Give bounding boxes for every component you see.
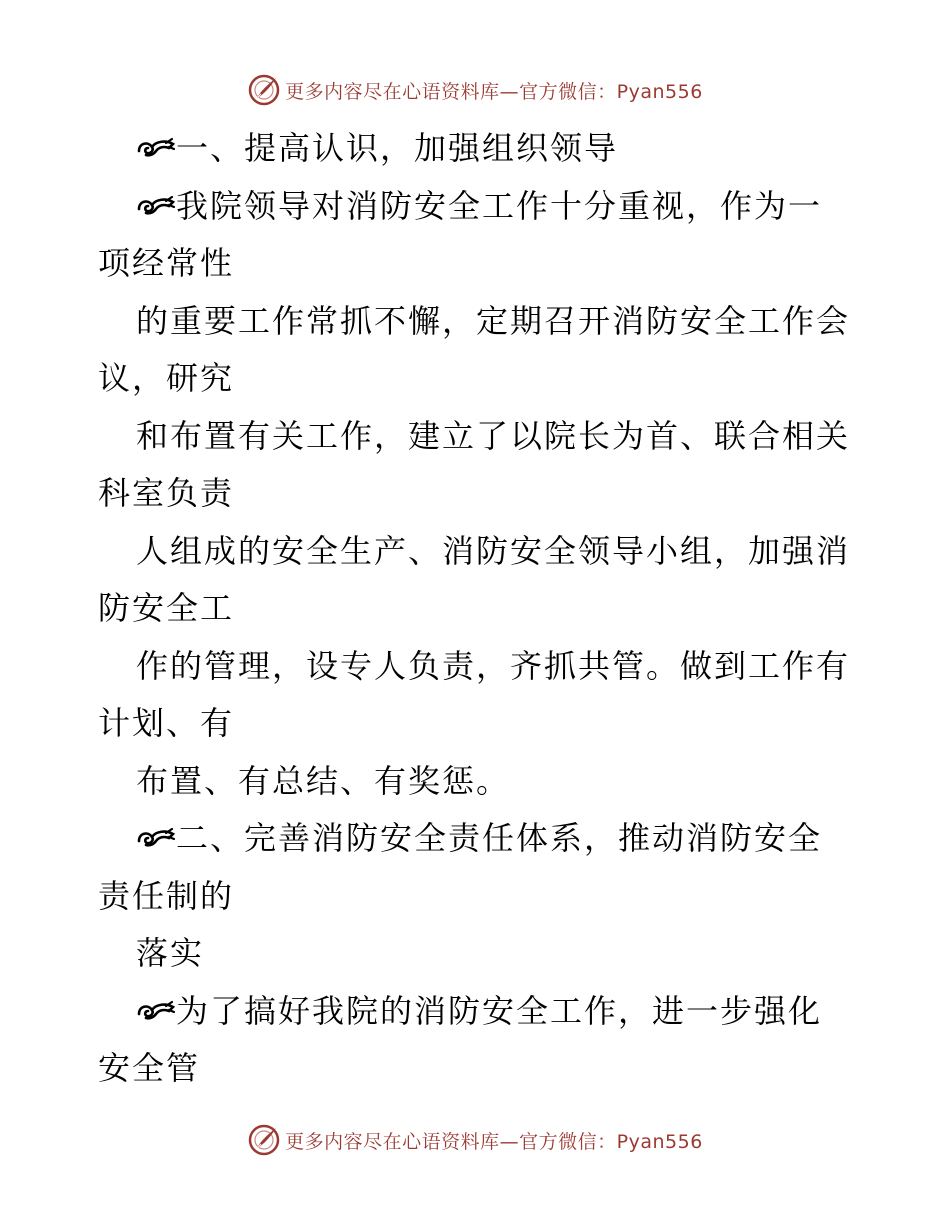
hand-pointer-bullet-icon [136, 985, 176, 1011]
text-line-content: 为了搞好我院的消防安全工作，进一步强化 [176, 991, 823, 1030]
text-line-content: 科室负责 [98, 474, 235, 512]
footer-banner [0, 1120, 950, 1160]
text-line [98, 753, 858, 811]
document-body [98, 120, 858, 1098]
text-line-content: 一、提高认识，加强组织领导 [176, 129, 619, 167]
text-line-content: 我院领导对消防安全工作十分重视，作为一 [176, 186, 823, 225]
text-line [98, 408, 858, 466]
text-line [98, 638, 858, 696]
text-line [98, 695, 858, 753]
footer-banner-text: 更多内容尽在心语资料库—官方微信：Pyan556 [285, 1130, 703, 1153]
feather-pen-logo-icon [247, 73, 281, 107]
feather-pen-logo-icon [247, 1123, 281, 1157]
text-line-content: 的重要工作常抓不懈，定期召开消防安全工作会 [136, 301, 851, 340]
text-line-content: 计划、有 [98, 704, 235, 742]
text-line-content: 和布置有关工作，建立了以院长为首、联合相关 [136, 416, 851, 455]
text-line [98, 1040, 858, 1098]
text-line [98, 983, 858, 1041]
text-line-content: 安全管 [98, 1049, 201, 1087]
text-line [98, 178, 858, 236]
hand-pointer-bullet-icon [136, 812, 176, 838]
hand-pointer-bullet-icon [136, 122, 176, 148]
text-line [98, 810, 858, 868]
text-line [98, 235, 858, 293]
text-line [98, 580, 858, 638]
text-line [98, 293, 858, 351]
text-line [98, 350, 858, 408]
text-line [98, 523, 858, 581]
hand-pointer-bullet-icon [136, 180, 176, 206]
text-line-content: 人组成的安全生产、消防安全领导小组，加强消 [136, 531, 851, 570]
text-line-content: 议，研究 [98, 359, 235, 397]
text-line-content: 二、完善消防安全责任体系，推动消防安全 [176, 819, 823, 857]
text-line-content: 防安全工 [98, 589, 235, 627]
text-line [98, 120, 858, 178]
text-line [98, 465, 858, 523]
header-banner [0, 70, 950, 110]
text-line-content: 作的管理，设专人负责，齐抓共管。做到工作有 [136, 646, 851, 685]
text-line-content: 项经常性 [98, 244, 235, 282]
text-line-content: 责任制的 [98, 876, 235, 915]
text-line-content: 落实 [136, 934, 205, 972]
text-line-content: 布置、有总结、有奖惩。 [136, 761, 511, 800]
text-line [98, 868, 858, 926]
text-line [98, 925, 858, 983]
header-banner-text: 更多内容尽在心语资料库—官方微信：Pyan556 [285, 80, 703, 103]
